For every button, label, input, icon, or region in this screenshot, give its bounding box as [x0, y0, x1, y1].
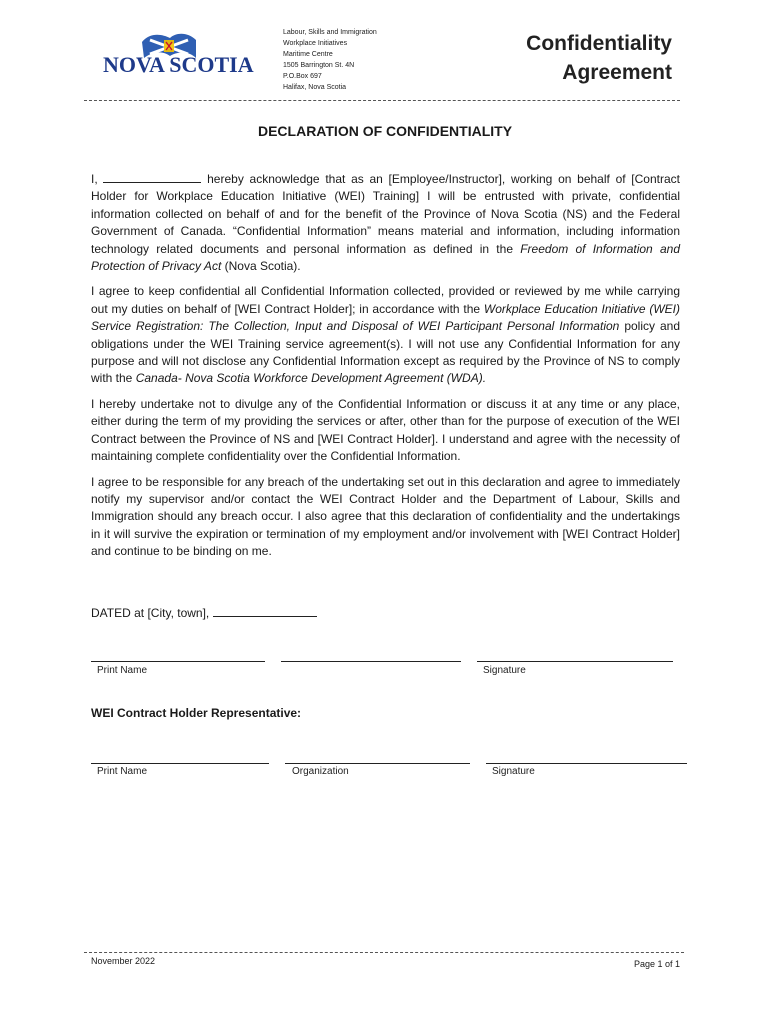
- footer-divider: [84, 952, 684, 953]
- middle-line[interactable]: [281, 661, 461, 662]
- rep-organization-label: Organization: [292, 766, 349, 777]
- address-block: [283, 27, 377, 93]
- address-line: Labour, Skills and Immigration: [283, 29, 377, 36]
- main-heading: DECLARATION OF CONFIDENTIALITY: [257, 123, 513, 139]
- name-blank[interactable]: [103, 172, 201, 183]
- address-line: Halifax, Nova Scotia: [283, 84, 347, 91]
- p1-end: (Nova Scotia).: [221, 259, 301, 274]
- print-name-line[interactable]: [91, 661, 265, 662]
- dated-label: DATED at [City, town],: [91, 606, 210, 620]
- p1-text: hereby acknowledge that as an [Employee/Instructor], working on behalf of [Contract Holder for Workplace Education Initiative (WEI) Training] I will be entrusted with private, confidential information collected on behalf of and for the benefit of the Province of Nova Scotia (NS) and the Federal Government of Canada. “Confidential Information” means material and information, including information technology related documents and personal information as defined in the: [91, 172, 680, 256]
- location-blank[interactable]: [213, 605, 317, 617]
- rep-print-name-label: Print Name: [97, 766, 148, 777]
- paragraph-2: [91, 283, 680, 387]
- dated-line: [91, 605, 317, 620]
- footer-date: November 2022: [91, 956, 156, 966]
- rep-signature-line[interactable]: [486, 763, 687, 764]
- address-line: Workplace Initiatives: [283, 40, 348, 47]
- title-line-1: Confidentiality: [526, 32, 672, 55]
- paragraph-4: I agree to be responsible for any breach of the undertaking set out in this declaration and agree to immediately notify my supervisor and/or contact the WEI Contract Holder and the Department of Labour, Skills and Immigration should any breach occur. I also agree that this declaration of confidentiality and the undertakings in it will survive the expiration or termination of my employment and/or involvement with [WEI Contract Holder] and continue to be binding on me.: [91, 474, 680, 559]
- page-number: Page 1 of 1: [633, 959, 680, 969]
- declaration-body: [91, 171, 680, 569]
- paragraph-1: [91, 171, 680, 275]
- rep-print-name-line[interactable]: [91, 763, 269, 764]
- document-title: [526, 29, 672, 87]
- p2-agreement-title: Canada- Nova Scotia Workforce Development Agreement (WDA).: [135, 371, 487, 386]
- signature-line[interactable]: [477, 661, 673, 662]
- address-line: Maritime Centre: [283, 51, 333, 58]
- signature-label: Signature: [483, 665, 526, 676]
- title-line-2: Agreement: [562, 61, 672, 84]
- address-line: 1505 Barrington St. 4N: [283, 62, 355, 69]
- print-name-label: Print Name: [97, 665, 148, 676]
- rep-organization-line[interactable]: [285, 763, 470, 764]
- p1-act-title: Freedom of Information and Protection of Privacy Act: [91, 241, 680, 274]
- address-line: P.O.Box 697: [283, 73, 322, 80]
- rep-signature-label: Signature: [492, 766, 535, 777]
- p2-policy-title: Workplace Education Initiative (WEI) Service Registration: The Collection, Input and Disposal of WEI Participant Personal Information: [91, 301, 680, 334]
- p2-text-b: policy and obligations under the WEI Training service agreement(s). I will not use any Confidential Information for any purpose and will not disclose any Confidential Information except as required by the Province of NS to comply with the: [91, 319, 681, 386]
- p1-start: I,: [91, 172, 98, 186]
- logo-wordmark: NOVA SCOTIA: [103, 52, 254, 77]
- nova-scotia-logo: [100, 28, 265, 76]
- representative-heading: WEI Contract Holder Representative:: [91, 706, 302, 720]
- header-divider: [84, 100, 680, 101]
- p2-text-a: I agree to keep confidential all Confidential Information collected, provided or reviewed by me while carrying out my duties on behalf of [WEI Contract Holder]; in accordance with the: [91, 284, 680, 316]
- paragraph-3: I hereby undertake not to divulge any of the Confidential Information or discuss it at any time or any place, either during the term of my providing the services or after, other than for the purpose of execution of the WEI Contract between the Province of NS and [WEI Contract Holder]. I understand and agree with the necessity of maintaining complete confidentiality over the Confidential Information.: [91, 396, 680, 464]
